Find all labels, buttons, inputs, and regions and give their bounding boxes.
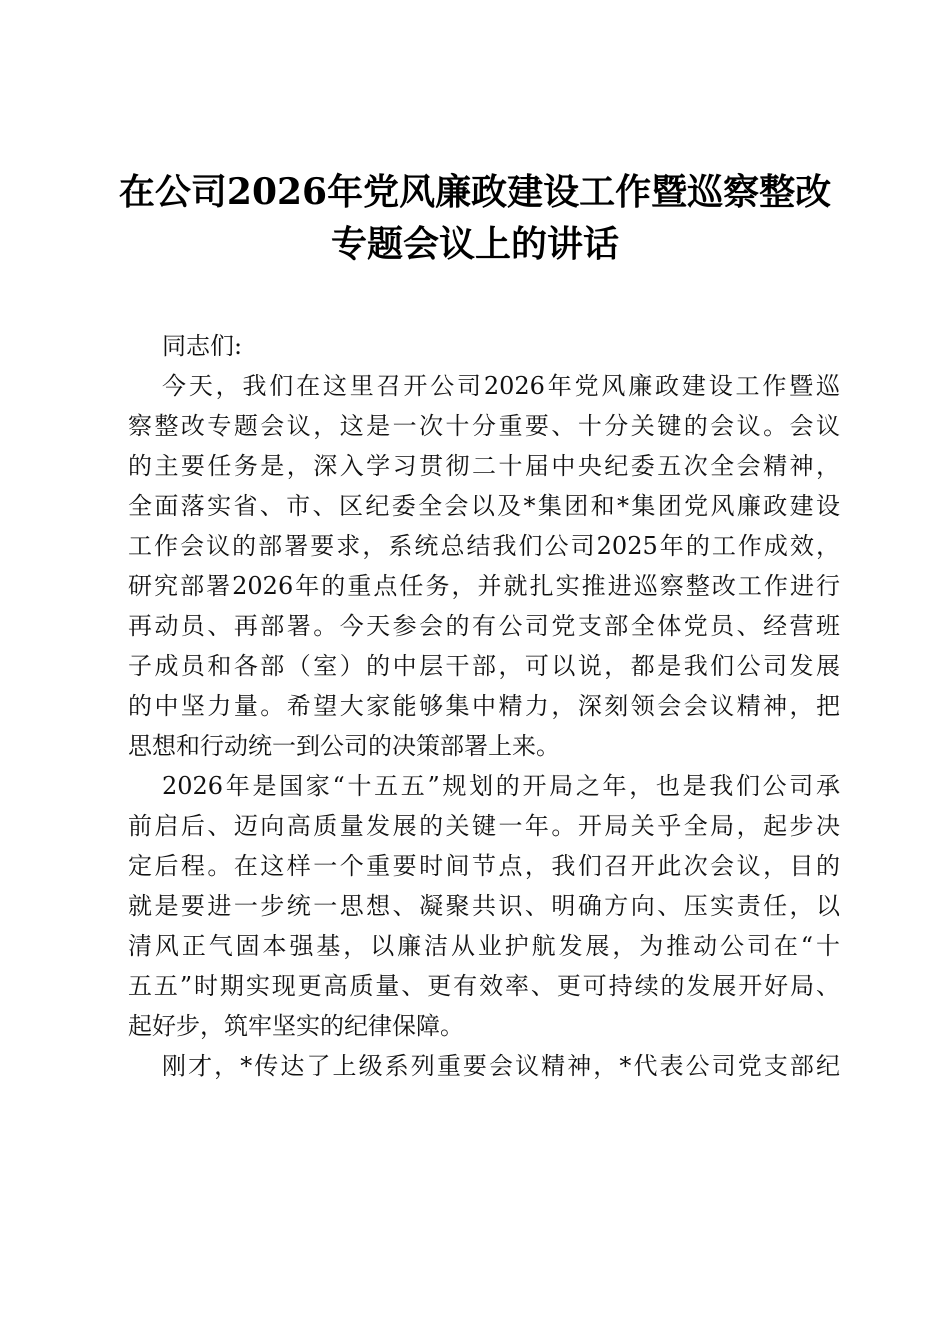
paragraph-2-line-7: 起好步，筑牢坚实的纪律保障。: [128, 1012, 464, 1040]
document-title-line-2: 专题会议上的讲话: [330, 223, 619, 265]
paragraph-1-line-4: 全面落实省、市、区纪委全会以及*集团和*集团党风廉政建设: [128, 492, 840, 520]
paragraph-1-line-1: 今天，我们在这里召开公司2026年党风廉政建设工作暨巡: [162, 372, 840, 400]
paragraph-1-line-7: 再动员、再部署。今天参会的有公司党支部全体党员、经营班: [128, 612, 840, 640]
paragraph-1-line-5: 工作会议的部署要求，系统总结我们公司2025年的工作成效，: [128, 532, 840, 560]
paragraph-1-line-8: 子成员和各部（室）的中层干部，可以说，都是我们公司发展: [128, 652, 840, 680]
paragraph-2-line-6: 五五”时期实现更高质量、更有效率、更可持续的发展开好局、: [128, 972, 840, 1000]
paragraph-2-line-5: 清风正气固本强基，以廉洁从业护航发展，为推动公司在“十: [128, 932, 840, 960]
document-title-line-1: 在公司2026年党风廉政建设工作暨巡察整改: [118, 171, 832, 213]
paragraph-1-line-6: 研究部署2026年的重点任务，并就扎实推进巡察整改工作进行: [128, 572, 840, 600]
paragraph-2-line-3: 定后程。在这样一个重要时间节点，我们召开此次会议，目的: [128, 852, 840, 880]
paragraph-1-line-2: 察整改专题会议，这是一次十分重要、十分关键的会议。会议: [128, 412, 840, 440]
paragraph-3-line-1: 刚才，*传达了上级系列重要会议精神，*代表公司党支部纪: [162, 1052, 840, 1080]
paragraph-1-line-10: 思想和行动统一到公司的决策部署上来。: [128, 732, 560, 760]
salutation: 同志们:: [162, 332, 243, 360]
paragraph-1-line-3: 的主要任务是，深入学习贯彻二十届中央纪委五次全会精神，: [128, 452, 840, 480]
paragraph-2-line-4: 就是要进一步统一思想、凝聚共识、明确方向、压实责任，以: [128, 892, 840, 920]
paragraph-2-line-1: 2026年是国家“十五五”规划的开局之年，也是我们公司承: [162, 772, 840, 800]
paragraph-2-line-2: 前启后、迈向高质量发展的关键一年。开局关乎全局，起步决: [128, 812, 840, 840]
paragraph-1-line-9: 的中坚力量。希望大家能够集中精力，深刻领会会议精神，把: [128, 692, 840, 720]
document-body: [128, 326, 840, 1086]
